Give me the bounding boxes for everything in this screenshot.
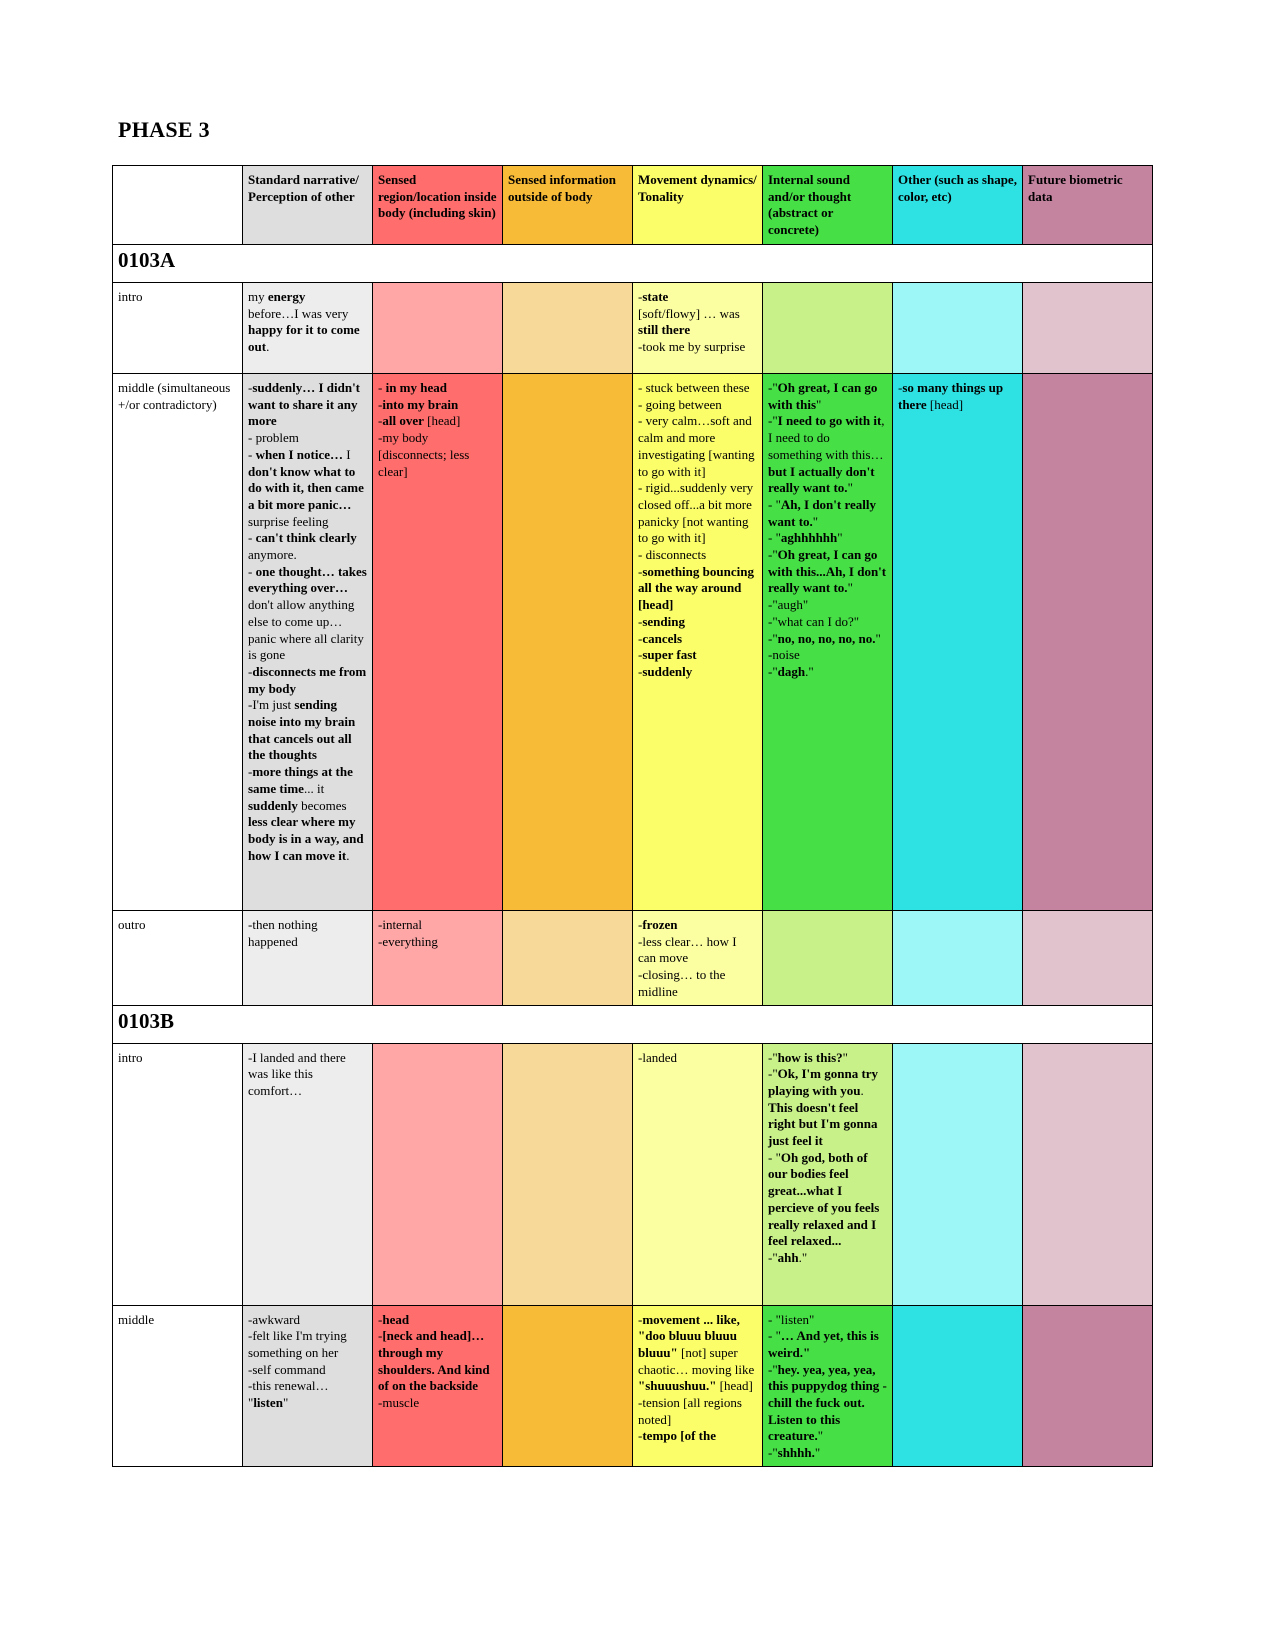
column-header-future: Future biometric data (1023, 166, 1153, 245)
plain-text: anymore. (248, 547, 297, 563)
plain-text: " (812, 513, 819, 529)
plain-text: [not] super chaotic… moving like (638, 1344, 755, 1377)
plain-text: - (638, 289, 643, 304)
bold-text: happy for it to come out (248, 322, 360, 355)
cell-line (638, 917, 757, 934)
plain-text: don't allow anything else to come up… panic where all clarity is gone (248, 597, 364, 663)
cell-narrative (243, 1043, 373, 1305)
cell-line (768, 614, 887, 631)
bold-text: more things at the same time (248, 764, 353, 796)
cell-movement (633, 911, 763, 1006)
cell-future (1023, 1043, 1153, 1305)
cell-line (768, 1312, 887, 1329)
plain-text: " (837, 530, 843, 546)
table-row (113, 374, 1153, 911)
cell-line (248, 430, 367, 447)
cell-narrative (243, 283, 373, 374)
section-row (113, 245, 1153, 283)
cell-future (1023, 911, 1153, 1006)
cell-line (248, 664, 367, 697)
cell-line (378, 380, 497, 397)
cell-line (248, 1395, 367, 1412)
plain-text: " (814, 1445, 821, 1461)
bold-text: in my head (385, 380, 447, 395)
cell-movement (633, 1043, 763, 1305)
cell-line (248, 1312, 367, 1329)
bold-text: one thought… takes everything over… (248, 563, 367, 596)
plain-text: -internal (378, 917, 423, 932)
cell-region (373, 911, 503, 1006)
plain-text: becomes (297, 797, 347, 813)
plain-text: -" (768, 1361, 778, 1377)
plain-text: - rigid...suddenly very closed off...a bit more panicky [not wanting to go with it] (638, 480, 754, 546)
cell-outside (503, 374, 633, 911)
header-row (113, 166, 1153, 245)
column-header-movement: Movement dynamics/ Tonality (633, 166, 763, 245)
bold-text: hey. yea, yea, yea, this puppydog thing - chill the fuck out. Listen to this creature. (768, 1361, 887, 1444)
cell-line (768, 1362, 887, 1446)
cell-line (378, 917, 497, 934)
bold-text: frozen (642, 917, 678, 932)
cell-line (768, 1328, 887, 1361)
cell-outside (503, 1043, 633, 1305)
bold-text: shhhh. (777, 1445, 815, 1461)
cell-line (248, 322, 367, 355)
cell-line (768, 631, 887, 648)
table-row (113, 911, 1153, 1006)
cell-line (638, 380, 757, 397)
table-row (113, 1305, 1153, 1466)
row-label: outro (113, 911, 243, 1006)
cell-line (638, 664, 757, 681)
cell-region (373, 283, 503, 374)
cell-line (768, 413, 887, 497)
plain-text: - (378, 380, 386, 395)
cell-line (768, 647, 887, 664)
plain-text: - (378, 1311, 383, 1327)
plain-text: " (816, 396, 822, 412)
cell-future (1023, 283, 1153, 374)
cell-sound (763, 1305, 893, 1466)
plain-text: - (638, 917, 643, 932)
bold-text: when I notice… (255, 446, 343, 462)
column-header-label (113, 166, 243, 245)
cell-line (248, 917, 367, 950)
plain-text: -took me by surprise (638, 339, 746, 355)
bold-text: sending (642, 613, 685, 629)
plain-text: " (817, 1428, 824, 1444)
cell-line (638, 397, 757, 414)
plain-text: ." (805, 663, 814, 679)
plain-text: -landed (638, 1049, 677, 1065)
bold-text: Oh great, I can go with this...Ah, I don't really want to. (768, 547, 887, 596)
section-row (113, 1005, 1153, 1043)
bold-text: suddenly (248, 797, 298, 813)
cell-line (638, 564, 757, 614)
plain-text: " (282, 1395, 289, 1411)
plain-text: ... it (303, 780, 325, 796)
cell-sound (763, 374, 893, 911)
table-row (113, 1043, 1153, 1305)
plain-text: -noise (768, 647, 800, 663)
plain-text: " (842, 1049, 848, 1065)
plain-text: - (248, 380, 253, 395)
bold-text: This doesn't feel right but I'm gonna just feel it (768, 1099, 878, 1149)
bold-text: … And yet, this is weird." (768, 1328, 879, 1360)
plain-text: -I'm just (248, 697, 295, 713)
plain-text: my (248, 289, 268, 304)
cell-line (898, 380, 1017, 413)
cell-movement (633, 374, 763, 911)
plain-text: -my body [disconnects; less clear] (378, 430, 470, 479)
plain-text: -"augh" (768, 597, 809, 613)
plain-text: - " (768, 1149, 781, 1165)
bold-text: don't know what to do with it, then came a bit more panic… (248, 463, 364, 512)
plain-text: - (638, 630, 643, 646)
cell-future (1023, 374, 1153, 911)
cell-other (893, 1305, 1023, 1466)
bold-text: still there (638, 322, 691, 338)
table-body (113, 166, 1153, 1467)
bold-text: Ah, I don't really want to. (768, 496, 876, 529)
plain-text: " (248, 1395, 254, 1411)
bold-text: but I actually don't really want to. (768, 463, 875, 496)
bold-text: sending noise into my brain that cancels out all the thoughts (248, 697, 356, 763)
plain-text: -self command (248, 1361, 326, 1377)
cell-other (893, 374, 1023, 911)
bold-text: ahh (777, 1249, 799, 1265)
cell-line (768, 497, 887, 530)
bold-text: "shuuushuu." (638, 1378, 717, 1394)
plain-text: [soft/flowy] … was (638, 305, 740, 321)
cell-line (768, 380, 887, 413)
plain-text: -" (768, 547, 778, 563)
plain-text: -" (768, 630, 778, 646)
cell-line (768, 597, 887, 614)
cell-line (378, 1328, 497, 1395)
plain-text: " (875, 630, 881, 646)
cell-outside (503, 1305, 633, 1466)
plain-text: " (847, 480, 853, 496)
cell-line (638, 934, 757, 967)
plain-text: -" (768, 1249, 778, 1265)
plain-text: - (638, 1428, 643, 1444)
plain-text: . (860, 1082, 864, 1098)
cell-sound (763, 1043, 893, 1305)
cell-line (638, 967, 757, 1000)
cell-line (248, 530, 367, 563)
table-row (113, 283, 1153, 374)
column-header-outside: Sensed information outside of body (503, 166, 633, 245)
cell-line (638, 339, 757, 356)
plain-text: before…I was very (248, 305, 349, 321)
bold-text: Oh god, both of our bodies feel great...what I percieve of you feels really relaxed and I feel relaxed... (768, 1149, 880, 1249)
cell-other (893, 911, 1023, 1006)
cell-line (378, 1395, 497, 1412)
bold-text: energy (267, 289, 306, 304)
plain-text: -felt like I'm trying something on her (248, 1328, 347, 1360)
plain-text: - (248, 663, 253, 679)
plain-text: - (638, 1311, 643, 1327)
cell-line (638, 1050, 757, 1067)
cell-line (768, 1250, 887, 1267)
bold-text: listen (253, 1395, 283, 1411)
cell-line (378, 1312, 497, 1329)
cell-line (638, 1428, 757, 1445)
section-title: 0103B (113, 1005, 1153, 1043)
cell-line (638, 306, 757, 339)
row-label: middle (simultaneous +/or contradictory) (113, 374, 243, 911)
cell-outside (503, 911, 633, 1006)
cell-line (638, 1312, 757, 1396)
bold-text: suddenly… I didn't want to share it any more (248, 380, 361, 429)
plain-text: - (378, 1328, 383, 1344)
cell-line (248, 1050, 367, 1100)
plain-text: - (898, 380, 903, 395)
phase-table (112, 165, 1153, 1467)
plain-text: -" (768, 663, 778, 679)
cell-line (248, 306, 367, 323)
cell-line (248, 447, 367, 531)
bold-text: I need to go with it (777, 413, 882, 429)
bold-text: can't think clearly (255, 530, 357, 546)
cell-line (248, 1378, 367, 1395)
plain-text: - (638, 663, 643, 679)
cell-sound (763, 911, 893, 1006)
plain-text: - (378, 413, 383, 429)
cell-line (638, 1395, 757, 1428)
cell-line (638, 289, 757, 306)
bold-text: disconnects me from my body (248, 663, 367, 696)
cell-movement (633, 1305, 763, 1466)
plain-text: surprise feeling (248, 513, 329, 529)
bold-text: dagh (777, 663, 806, 679)
plain-text: - going between (638, 396, 722, 412)
cell-outside (503, 283, 633, 374)
cell-narrative (243, 911, 373, 1006)
bold-text: Oh great, I can go with this (768, 380, 878, 412)
bold-text: Ok, I'm gonna try playing with you (768, 1066, 879, 1098)
plain-text: -" (768, 413, 778, 429)
bold-text: into my brain (382, 396, 459, 412)
cell-region (373, 374, 503, 911)
cell-line (248, 289, 367, 306)
cell-line (248, 380, 367, 430)
plain-text: -" (768, 1445, 778, 1461)
bold-text: something bouncing all the way around [head] (638, 563, 754, 613)
plain-text: - (248, 764, 253, 780)
plain-text: -" (768, 1049, 778, 1065)
bold-text: less clear where my body is in a way, and how I can move it (248, 814, 364, 863)
cell-line (638, 480, 757, 547)
cell-line (248, 564, 367, 664)
plain-text: - (638, 613, 643, 629)
cell-line (768, 1150, 887, 1250)
plain-text: -I landed and there was like this comfort… (248, 1049, 346, 1098)
cell-line (248, 764, 367, 864)
bold-text: cancels (642, 630, 683, 646)
cell-narrative (243, 374, 373, 911)
plain-text: ." (798, 1249, 808, 1265)
plain-text: - (638, 647, 643, 663)
cell-narrative (243, 1305, 373, 1466)
plain-text: - (248, 563, 256, 579)
cell-line (378, 397, 497, 414)
plain-text: - very calm…soft and calm and more investigating [wanting to go with it] (638, 413, 755, 479)
plain-text: -" (768, 1066, 778, 1082)
plain-text: . (346, 847, 350, 863)
cell-line (638, 647, 757, 664)
cell-region (373, 1305, 503, 1466)
cell-line (378, 430, 497, 480)
row-label: intro (113, 283, 243, 374)
cell-line (768, 1050, 887, 1067)
plain-text: [head] (716, 1378, 753, 1394)
cell-region (373, 1043, 503, 1305)
plain-text: -everything (378, 933, 438, 949)
section-title: 0103A (113, 245, 1153, 283)
plain-text: - " (768, 1328, 781, 1344)
bold-text: how is this? (777, 1049, 843, 1065)
column-header-sound: Internal sound and/or thought (abstract or concrete) (763, 166, 893, 245)
plain-text: . (266, 339, 270, 355)
column-header-narrative: Standard narrative/ Perception of other (243, 166, 373, 245)
plain-text: -"what can I do?" (768, 613, 860, 629)
plain-text: -tension [all regions noted] (638, 1395, 742, 1427)
bold-text: super fast (642, 647, 697, 663)
column-header-other: Other (such as shape, color, etc) (893, 166, 1023, 245)
plain-text: -less clear… how I can move (638, 933, 737, 966)
cell-line (638, 413, 757, 480)
plain-text: - problem (248, 430, 299, 446)
plain-text: -" (768, 380, 778, 395)
plain-text: -awkward (248, 1311, 300, 1327)
bold-text: so many things up there (898, 380, 1004, 412)
plain-text: -muscle (378, 1395, 420, 1411)
plain-text: , I need to do something with this… (768, 413, 885, 462)
cell-sound (763, 283, 893, 374)
bold-text: all over (382, 413, 424, 429)
cell-line (768, 1066, 887, 1150)
cell-line (638, 631, 757, 648)
cell-line (638, 614, 757, 631)
plain-text: - disconnects (638, 547, 707, 563)
plain-text: - (638, 563, 643, 579)
cell-other (893, 1043, 1023, 1305)
cell-other (893, 283, 1023, 374)
bold-text: [neck and head]… through my shoulders. And kind of on the backside (378, 1328, 490, 1394)
bold-text: movement ... like, "doo bluuu bluuu bluuu" (638, 1311, 740, 1360)
bold-text: head (382, 1311, 410, 1327)
plain-text: [head] (926, 396, 964, 412)
cell-movement (633, 283, 763, 374)
plain-text: - " (768, 530, 781, 546)
plain-text: - " (768, 496, 781, 512)
plain-text: -this renewal… (248, 1378, 329, 1394)
plain-text: " (847, 580, 853, 596)
plain-text: I (342, 446, 351, 462)
plain-text: - stuck between these (638, 380, 750, 395)
row-label: middle (113, 1305, 243, 1466)
cell-line (768, 547, 887, 597)
page-title: PHASE 3 (118, 117, 210, 142)
cell-line (378, 934, 497, 951)
cell-line (638, 547, 757, 564)
plain-text: [head] (423, 413, 461, 429)
row-label: intro (113, 1043, 243, 1305)
cell-line (248, 1362, 367, 1379)
plain-text: - (248, 446, 256, 462)
cell-future (1023, 1305, 1153, 1466)
plain-text: - (248, 530, 256, 546)
cell-line (248, 1328, 367, 1361)
plain-text: -closing… to the midline (638, 967, 726, 999)
cell-line (768, 664, 887, 681)
bold-text: state (642, 289, 669, 304)
plain-text: - (378, 396, 383, 412)
cell-line (248, 697, 367, 764)
cell-line (378, 413, 497, 430)
bold-text: no, no, no, no, no. (777, 630, 876, 646)
bold-text: tempo [of the (642, 1428, 716, 1444)
bold-text: suddenly (642, 663, 693, 679)
cell-line (768, 530, 887, 547)
bold-text: aghhhhhh (780, 530, 838, 546)
column-header-region: Sensed region/location inside body (including skin) (373, 166, 503, 245)
plain-text: -then nothing happened (248, 917, 318, 949)
cell-line (768, 1445, 887, 1462)
plain-text: - "listen" (768, 1311, 815, 1327)
